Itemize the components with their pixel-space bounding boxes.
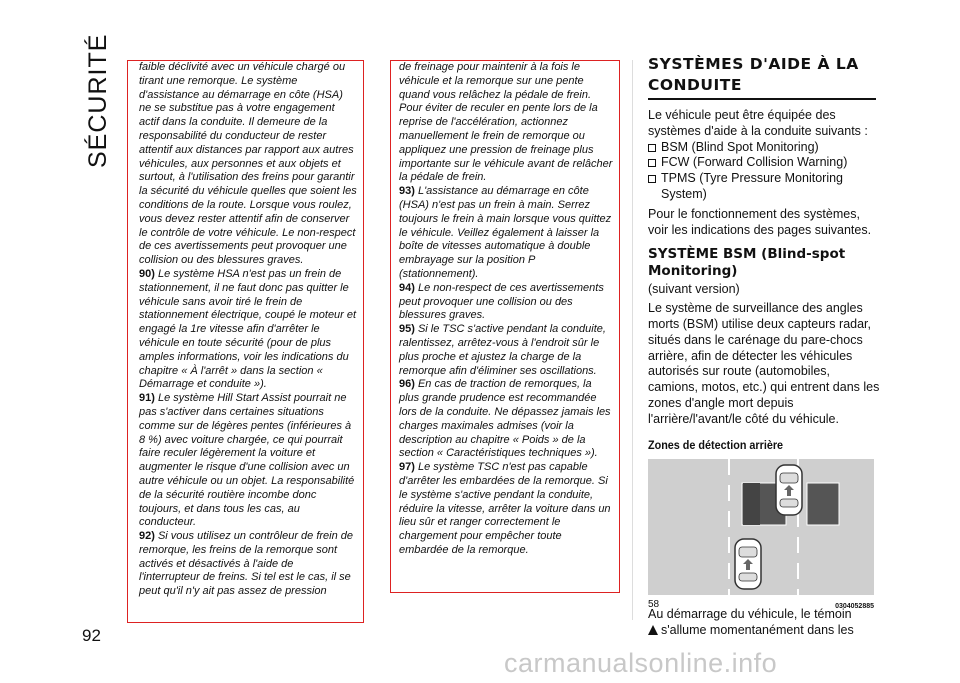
warning-item-97: 97) Le système TSC n'est pas capable d'arrêter les embardées de la remorque. Si le système s'active pendant la conduite, réduire la vitesse, arrêter la voiture dans un lieu sûr et ranger correctement le chargement pour empêcher toute embardée de la remorque. [399,461,611,556]
bullet-item: BSM (Blind Spot Monitoring) [648,140,880,156]
figure-number: 58 [648,599,660,611]
car-icon [735,539,761,589]
figure-code: 0304052885 [835,603,874,611]
square-bullet-icon [648,144,656,152]
warning-item-93: 93) L'assistance au démarrage en côte (HSA) n'est pas un frein à main. Serrez toujours le frein à main lorsque vous quittez le véhicule. Veillez également à laisser la boîte de vitesses automatique à double embrayage sur la position P (stationnement). [399,185,612,280]
bullet-item: TPMS (Tyre Pressure Monitoring System) [648,171,880,203]
warning-item-91: 91) Le système Hill Start Assist pourrait ne pas s'activer dans certaines situations comme sur de légères pentes (inférieures à 8 %) avec voiture chargée, ce qui pourrait faire reculer légèrement la voiture et augmenter le risque d'une collision avec un autre véhicule ou un objet. La responsabilité de la sécurité routière incombe donc toujours, et dans tous les cas, au conducteur. [139,392,355,529]
warning-paragraph: faible déclivité avec un véhicule chargé ou tirant une remorque. Le système d'assistance au démarrage en côte (HSA) ne se substitue pas à votre engagement actif dans la conduite. Il demeure de la responsabilité du conducteur de rester attentif aux distances par rapport aux autres véhicules, aux personnes et aux objets et surtout, à l'utilisation des freins pour garantir la sécurité du véhicule quelles que soient les conditions de la route. Lorsque vous roulez, vous devez rester attentif afin de conserver le contrôle de votre véhicule. Le non-respect de ces avertissements peut provoquer une collision ou des blessures graves. [139,61,357,267]
heading-rule [648,98,876,100]
page-number: 92 [82,626,101,645]
warning-text [399,61,613,558]
warning-item-96: 96) En cas de traction de remorques, la plus grande prudence est recommandée lors de la conduite. Ne dépassez jamais les charges maximales admises (voir la description au chapitre « Poids » de la section « Caractéristiques techniques »). [399,378,611,460]
rear-detection-zones-illustration [648,459,874,595]
warning-number: 95) [399,323,415,336]
intro-paragraph: Le véhicule peut être équipée des systèmes d'aide à la conduite suivants : [648,108,868,138]
driver-assist-column [648,54,880,639]
warning-number: 93) [399,185,415,198]
warning-item-94: 94) Le non-respect de ces avertissements peut provoquer une collision ou des blessures graves. [399,281,604,322]
warning-box-middle [390,60,620,593]
section-title-vertical: SÉCURITÉ [84,33,112,168]
column-divider [632,60,633,620]
warning-number: 90) [139,267,155,280]
bsm-description: Le système de surveillance des angles morts (BSM) utilise deux capteurs radar, situés dans le carénage du pare-chocs arrière, afin de détecter les véhicules autorisés sur route (automobiles, camions, motos, etc.) qui entrent dans les zones d'angle mort depuis l'arrière/l'avant/le côté du véhicule. [648,301,880,426]
watermark: carmanualsonline.info [504,648,778,678]
subsection-heading: SYSTÈME BSM (Blind-spot Monitoring) [648,246,846,280]
square-bullet-icon [648,159,656,167]
warning-number: 91) [139,392,155,405]
paragraph: Au démarrage du véhicule, le témoin [648,607,852,622]
warning-light-icon [648,625,658,635]
warning-text [139,61,357,599]
warning-number: 97) [399,461,415,474]
square-bullet-icon [648,175,656,183]
figure-title: Zones de détection arrière [648,437,784,452]
version-note: (suivant version) [648,282,740,297]
section-heading: SYSTÈMES D'AIDE À LA CONDUITE [648,55,859,94]
warning-item-90: 90) Le système HSA n'est pas un frein de stationnement, il ne faut donc pas quitter le véhicule sans avoir tiré le frein de stationnement électrique, coupé le moteur et engagé la 1re vitesse afin d'arrêter le véhicule en toute sécurité (pour de plus amples informations, voir les indications du chapitre « À l'arrêt » dans la section « Démarrage et conduite »). [139,267,357,391]
warning-paragraph: de freinage pour maintenir à la fois le véhicule et la remorque sur une pente quand vous relâchez la pédale de frein. Pour éviter de reculer en pente lors de la reprise de l'accélération, actionnez manuellement le frein de remorque ou appliquez une pression de freinage plus importante sur le véhicule avant de relâcher la pédale de frein. [399,61,613,184]
detection-zones-figure [648,459,874,611]
warning-item-92: 92) Si vous utilisez un contrôleur de frein de remorque, les freins de la remorque sont activés et désactivés à l'aide de l'interrupteur de freins. Si tel est le cas, il se peut qu'il n'y ait pas assez de pression [139,530,354,598]
warning-item-95: 95) Si le TSC s'active pendant la conduite, ralentissez, arrêtez-vous à l'endroit sûr le plus proche et ajustez la charge de la remorque afin d'éliminer ses oscillations. [399,323,606,377]
car-icon [776,465,802,515]
paragraph: Pour le fonctionnement des systèmes, voir les indications des pages suivantes. [648,206,872,237]
bullet-item: FCW (Forward Collision Warning) [648,155,880,171]
warning-number: 96) [399,378,415,391]
warning-number: 92) [139,530,155,543]
paragraph: s'allume momentanément dans les [648,623,880,639]
warning-number: 94) [399,281,415,294]
warning-box-left [127,60,364,623]
